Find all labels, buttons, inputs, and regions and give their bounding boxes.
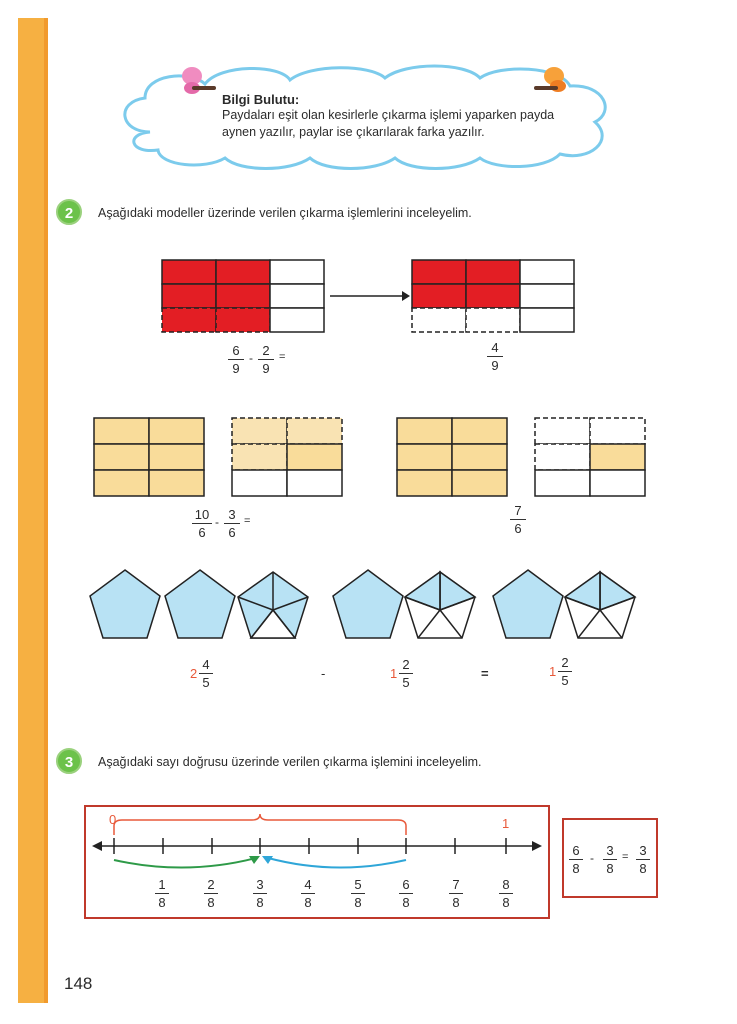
equation-a-fraction bbox=[569, 843, 583, 876]
yellow-minuend-numerator: 10 bbox=[194, 507, 210, 522]
tick-label-2-denominator: 8 bbox=[207, 895, 215, 910]
pentagon-c-numerator: 2 bbox=[561, 655, 569, 670]
pentagon-whole-3 bbox=[333, 570, 403, 638]
tick-label-3-denominator: 8 bbox=[256, 895, 264, 910]
page-number: 148 bbox=[64, 974, 93, 993]
equation-b-denominator: 8 bbox=[606, 861, 614, 876]
red-model-after bbox=[412, 260, 574, 332]
yellow-result-fraction bbox=[510, 503, 526, 536]
tick-label-7-denominator: 8 bbox=[452, 895, 460, 910]
equation-equals-sign: = bbox=[622, 851, 629, 863]
page-side-stripe bbox=[18, 18, 48, 1003]
tick-label-7 bbox=[449, 877, 463, 910]
pentagon-minus-sign: - bbox=[321, 666, 326, 681]
info-cloud-line-1: Paydaları eşit olan kesirlerle çıkarma işlemi yaparken payda bbox=[222, 108, 555, 122]
tick-label-4 bbox=[301, 877, 315, 910]
pentagon-whole-2 bbox=[165, 570, 235, 638]
blue-jump-arrow bbox=[268, 858, 406, 868]
red-minus-sign: - bbox=[249, 351, 253, 365]
pentagon-a-whole: 2 bbox=[190, 666, 198, 681]
tick-label-8 bbox=[499, 877, 513, 910]
info-cloud-line-2: aynen yazılır, paylar ise çıkarılarak farka yazılır. bbox=[222, 125, 485, 139]
tick-label-7-numerator: 7 bbox=[452, 877, 460, 892]
pentagon-divided-1 bbox=[238, 572, 308, 638]
equation-b-fraction bbox=[603, 843, 617, 876]
tick-label-4-denominator: 8 bbox=[304, 895, 312, 910]
yellow-rect-models bbox=[92, 416, 652, 500]
red-result-numerator: 4 bbox=[491, 340, 499, 355]
pentagon-a-fraction bbox=[199, 657, 213, 690]
number-line-start-label: 0 bbox=[109, 812, 117, 827]
pentagon-b-numerator: 2 bbox=[402, 657, 410, 672]
number-line-end-label: 1 bbox=[502, 816, 510, 831]
equation-c-numerator: 3 bbox=[639, 843, 647, 858]
tick-label-1 bbox=[155, 877, 169, 910]
yellow-minuend-fraction bbox=[192, 507, 212, 540]
pentagon-equals-sign: = bbox=[481, 666, 489, 681]
red-subtrahend-numerator: 2 bbox=[262, 343, 270, 358]
section-2-badge: 2 bbox=[56, 199, 82, 225]
yellow-result-numerator: 7 bbox=[514, 503, 522, 518]
equation-a-numerator: 6 bbox=[572, 843, 580, 858]
section-3-badge: 3 bbox=[56, 748, 82, 774]
tick-label-6 bbox=[399, 877, 413, 910]
red-subtrahend-denominator: 9 bbox=[262, 361, 270, 376]
equation-c-denominator: 8 bbox=[639, 861, 647, 876]
pentagon-b-fraction bbox=[399, 657, 413, 690]
pentagon-models bbox=[88, 568, 648, 644]
yellow-subtrahend-denominator: 6 bbox=[228, 525, 236, 540]
equation-a-denominator: 8 bbox=[572, 861, 580, 876]
section-3-instruction: Aşağıdaki sayı doğrusu üzerinde verilen çıkarma işlemini inceleyelim. bbox=[98, 755, 482, 769]
pentagon-b-denominator: 5 bbox=[402, 675, 410, 690]
red-rect-models bbox=[160, 258, 580, 338]
red-equals-sign: = bbox=[279, 351, 286, 363]
pentagon-whole-1 bbox=[90, 570, 160, 638]
yellow-model-2 bbox=[232, 418, 342, 496]
yellow-model-4 bbox=[535, 418, 645, 496]
yellow-subtrahend-numerator: 3 bbox=[228, 507, 236, 522]
number-line bbox=[86, 810, 548, 872]
yellow-result-denominator: 6 bbox=[514, 521, 522, 536]
tick-label-2 bbox=[204, 877, 218, 910]
pink-butterfly-icon bbox=[178, 64, 220, 98]
tick-label-3 bbox=[253, 877, 267, 910]
tick-label-5-denominator: 8 bbox=[354, 895, 362, 910]
pentagon-divided-3 bbox=[565, 572, 635, 638]
red-minuend-denominator: 9 bbox=[232, 361, 240, 376]
yellow-subtrahend-fraction bbox=[224, 507, 240, 540]
tick-label-3-numerator: 3 bbox=[256, 877, 264, 892]
pentagon-c-fraction bbox=[558, 655, 572, 688]
yellow-equals-sign: = bbox=[244, 515, 251, 527]
yellow-minuend-denominator: 6 bbox=[198, 525, 206, 540]
red-result-denominator: 9 bbox=[491, 358, 499, 373]
pentagon-whole-4 bbox=[493, 570, 563, 638]
tick-label-8-numerator: 8 bbox=[502, 877, 510, 892]
pentagon-c-whole: 1 bbox=[549, 664, 557, 679]
red-model-before bbox=[162, 260, 324, 332]
arrow-right-icon bbox=[330, 291, 410, 301]
tick-label-1-numerator: 1 bbox=[158, 877, 166, 892]
info-cloud-title: Bilgi Bulutu: bbox=[222, 92, 300, 107]
tick-label-4-numerator: 4 bbox=[304, 877, 312, 892]
orange-butterfly-icon bbox=[530, 64, 572, 98]
tick-label-2-numerator: 2 bbox=[207, 877, 215, 892]
number-line-brace bbox=[114, 814, 406, 835]
pentagon-a-numerator: 4 bbox=[202, 657, 210, 672]
pentagon-b-whole: 1 bbox=[390, 666, 398, 681]
tick-label-6-numerator: 6 bbox=[402, 877, 410, 892]
yellow-model-3 bbox=[397, 418, 507, 496]
pentagon-c-denominator: 5 bbox=[561, 673, 569, 688]
red-subtrahend-fraction bbox=[258, 343, 274, 376]
pentagon-a-denominator: 5 bbox=[202, 675, 210, 690]
equation-b-numerator: 3 bbox=[606, 843, 614, 858]
equation-minus-sign: - bbox=[590, 851, 594, 865]
tick-label-8-denominator: 8 bbox=[502, 895, 510, 910]
section-2-instruction: Aşağıdaki modeller üzerinde verilen çıkarma işlemlerini inceleyelim. bbox=[98, 206, 472, 220]
yellow-minus-sign: - bbox=[215, 515, 219, 529]
green-jump-arrow bbox=[114, 858, 256, 868]
red-minuend-numerator: 6 bbox=[232, 343, 240, 358]
red-result-fraction bbox=[487, 340, 503, 373]
info-cloud-text bbox=[222, 107, 567, 141]
tick-label-5 bbox=[351, 877, 365, 910]
pentagon-divided-2 bbox=[405, 572, 475, 638]
equation-c-fraction bbox=[636, 843, 650, 876]
tick-label-1-denominator: 8 bbox=[158, 895, 166, 910]
yellow-model-1 bbox=[94, 418, 204, 496]
tick-label-6-denominator: 8 bbox=[402, 895, 410, 910]
tick-label-5-numerator: 5 bbox=[354, 877, 362, 892]
red-minuend-fraction bbox=[228, 343, 244, 376]
